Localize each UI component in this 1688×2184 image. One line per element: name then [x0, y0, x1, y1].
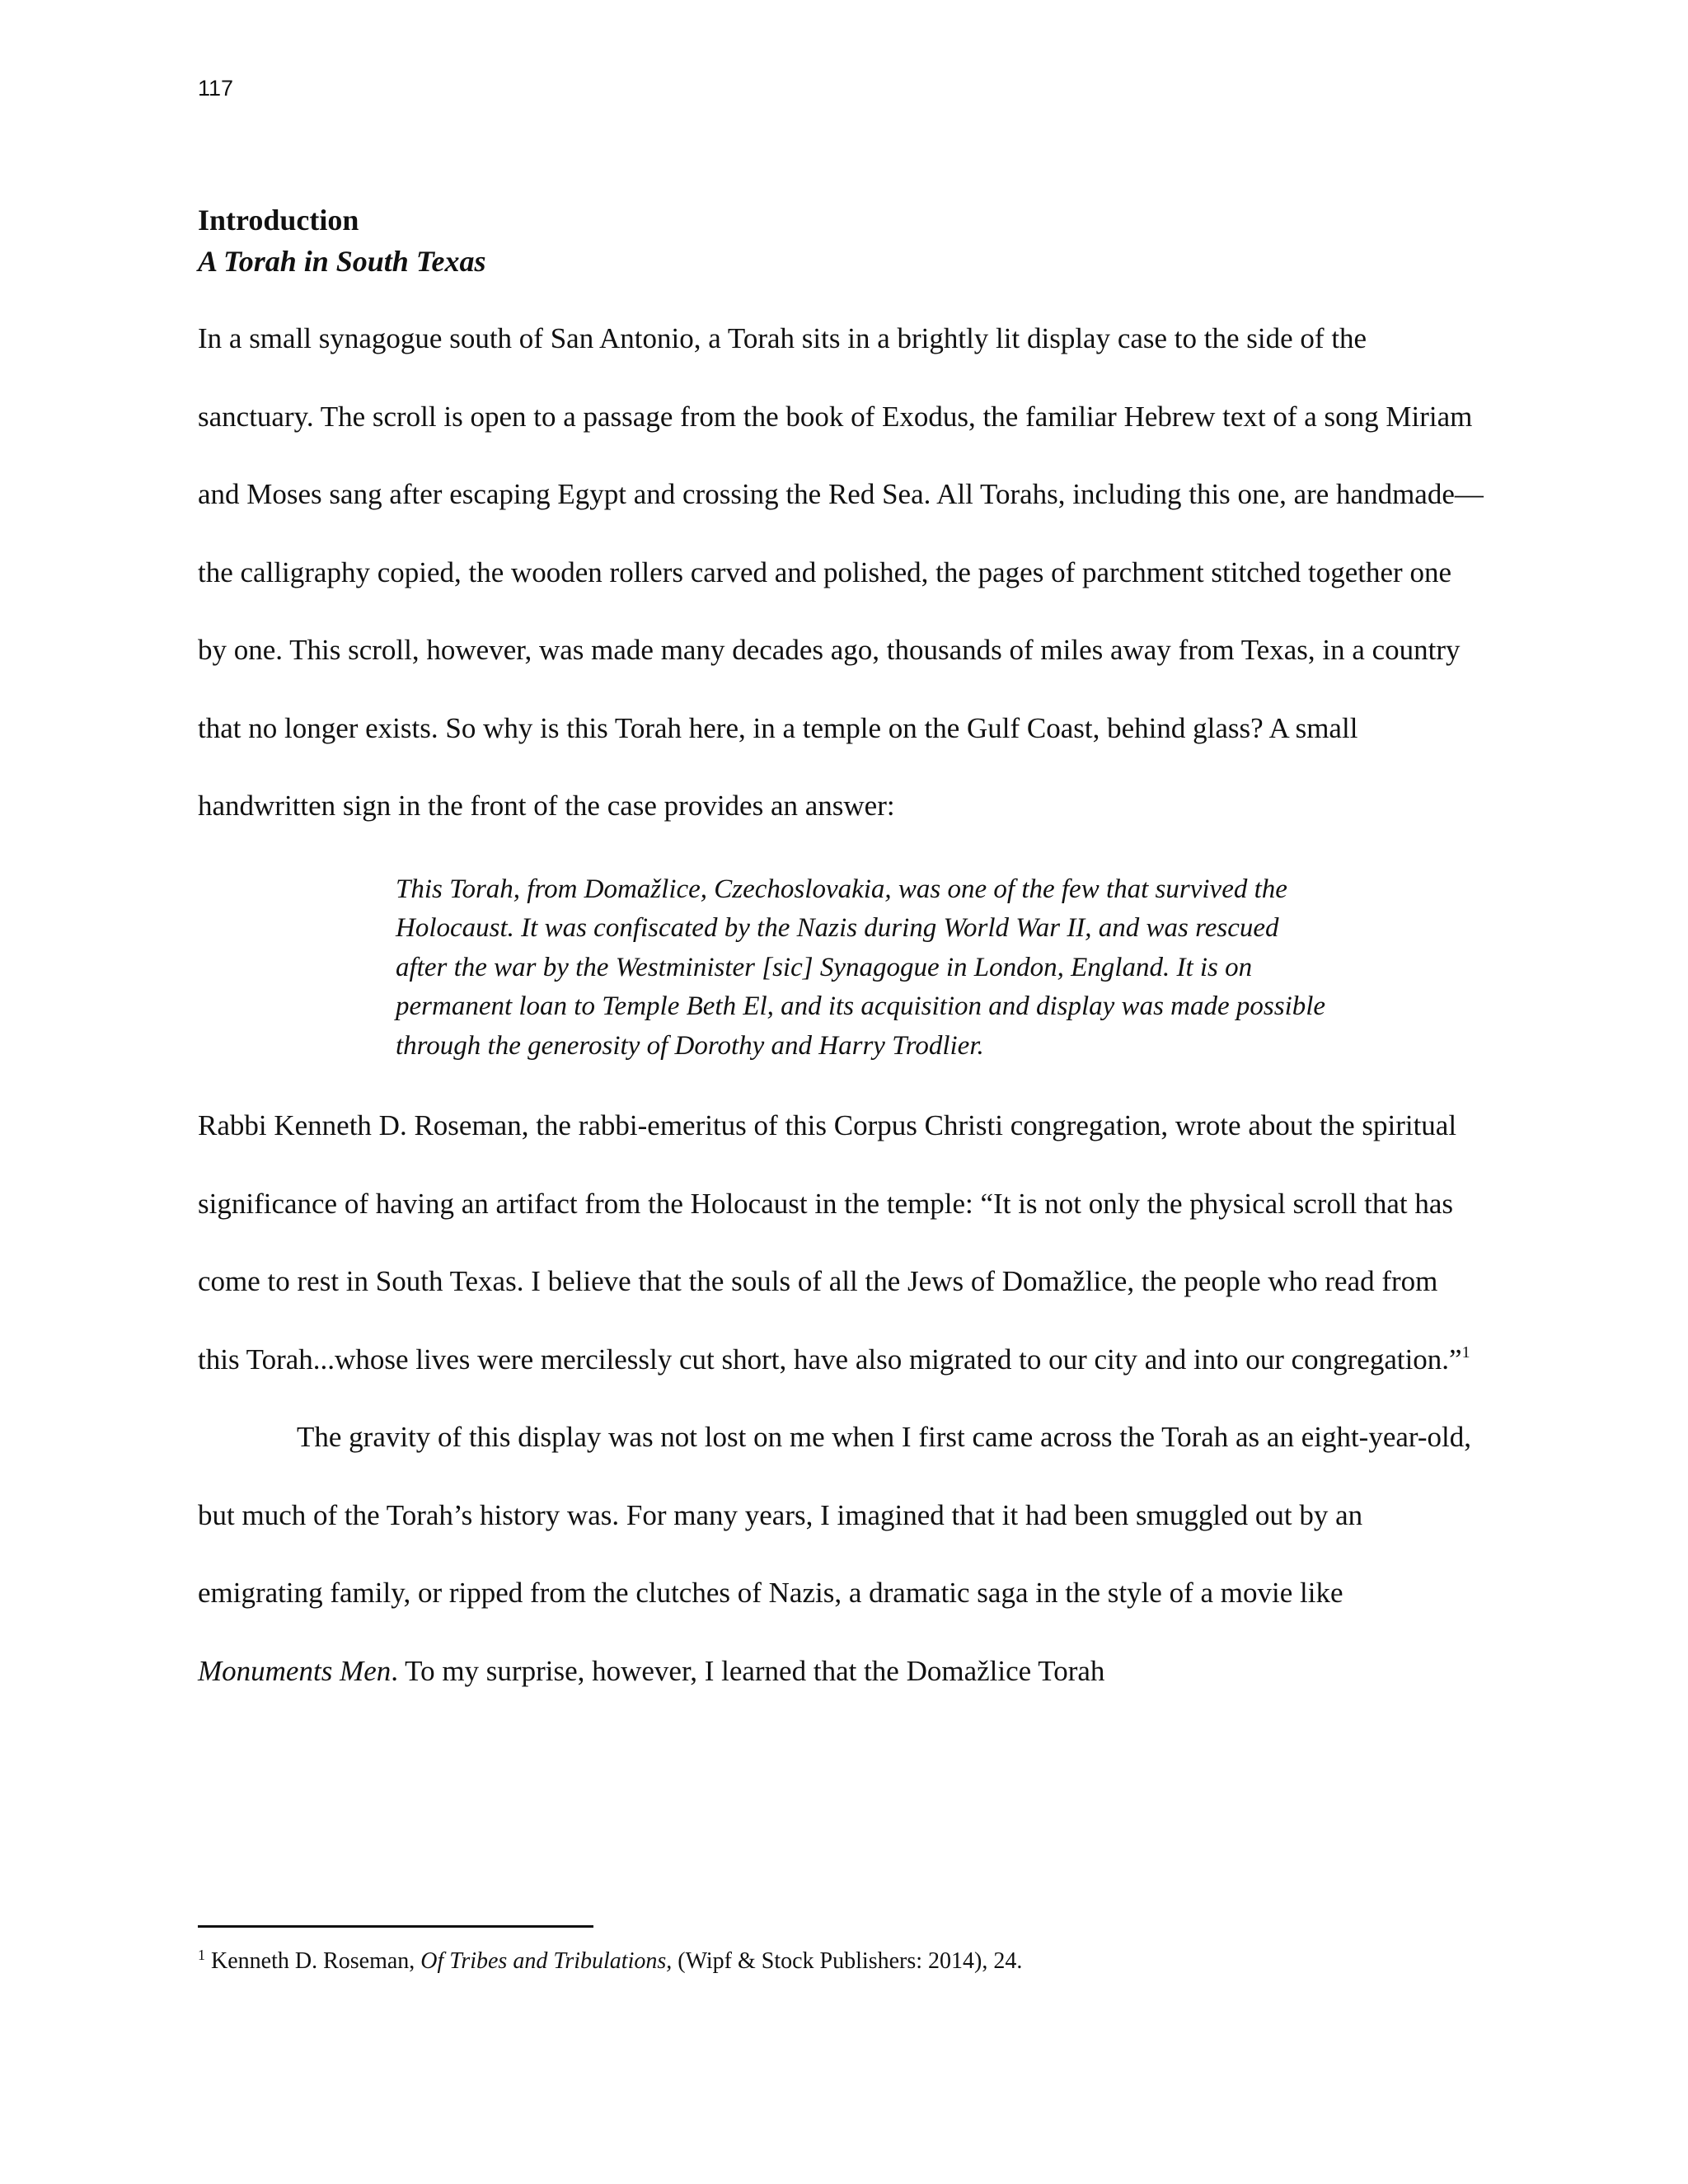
page-number: 117 — [198, 76, 234, 101]
sign-blockquote: This Torah, from Domažlice, Czechoslovakia, was one of the few that survived the Holocaust. It was confiscated by the Nazis during World War II, and was rescued after the war by the Westminister [sic] Synagogue in London, England. It is on permanent loan to Temple Beth El, and its acquisition and display was made possible through the generosity of Dorothy and Harry Trodlier. — [396, 874, 1326, 1061]
paragraph-gravity-text-start: The gravity of this display was not lost on me when I first came across the Torah as an eight-year-old, but much of the Torah’s history was. For many years, I imagined that it had been smuggled out by an emigrating family, or ripped from the clutches of Nazis, a dramatic saga in the style of a movie like — [198, 1421, 1471, 1609]
footnote — [198, 1947, 1484, 1976]
paragraph-intro: In a small synagogue south of San Antonio, a Torah sits in a brightly lit display case to the side of the sanctuary. The scroll is open to a passage from the book of Exodus, the familiar Hebrew text of a song Miriam and Moses sang after escaping Egypt and crossing the Red Sea. All Torahs, including this one, are handmade—the calligraphy copied, the wooden rollers carved and polished, the pages of parchment stitched together one by one. This scroll, however, was made many decades ago, thousands of miles away from Texas, in a country that no longer exists. So why is this Torah here, in a temple on the Gulf Coast, behind glass? A small handwritten sign in the front of the case provides an answer: — [198, 322, 1484, 822]
footnote-reference: 1 — [1461, 1343, 1470, 1361]
section-subheading: A Torah in South Texas — [198, 245, 486, 278]
footnote-divider — [198, 1925, 593, 1928]
footnote-publication: (Wipf & Stock Publishers: 2014), 24. — [672, 1948, 1023, 1974]
paragraph-gravity-text-end: . To my surprise, however, I learned that the Domažlice Torah — [391, 1654, 1105, 1687]
section-heading: Introduction — [198, 204, 359, 237]
footnote-author: Kenneth D. Roseman, — [205, 1948, 421, 1974]
paragraph-gravity — [198, 1399, 1484, 1710]
paragraph-roseman-text: Rabbi Kenneth D. Roseman, the rabbi-emeritus of this Corpus Christi congregation, wrote about the spiritual significance of having an artifact from the Holocaust in the temple: “It is not only the physical scroll that has come to rest in South Texas. I believe that the souls of all the Jews of Domažlice, the people who read from this Torah...whose lives were mercilessly cut short, have also migrated to our city and into our congregation.” — [198, 1109, 1462, 1376]
footnote-book-title: Of Tribes and Tribulations, — [420, 1948, 673, 1974]
paragraph-roseman — [198, 1087, 1484, 1399]
film-title: Monuments Men — [198, 1654, 392, 1687]
footnote-number: 1 — [198, 1947, 205, 1963]
page-body — [198, 199, 1484, 1710]
